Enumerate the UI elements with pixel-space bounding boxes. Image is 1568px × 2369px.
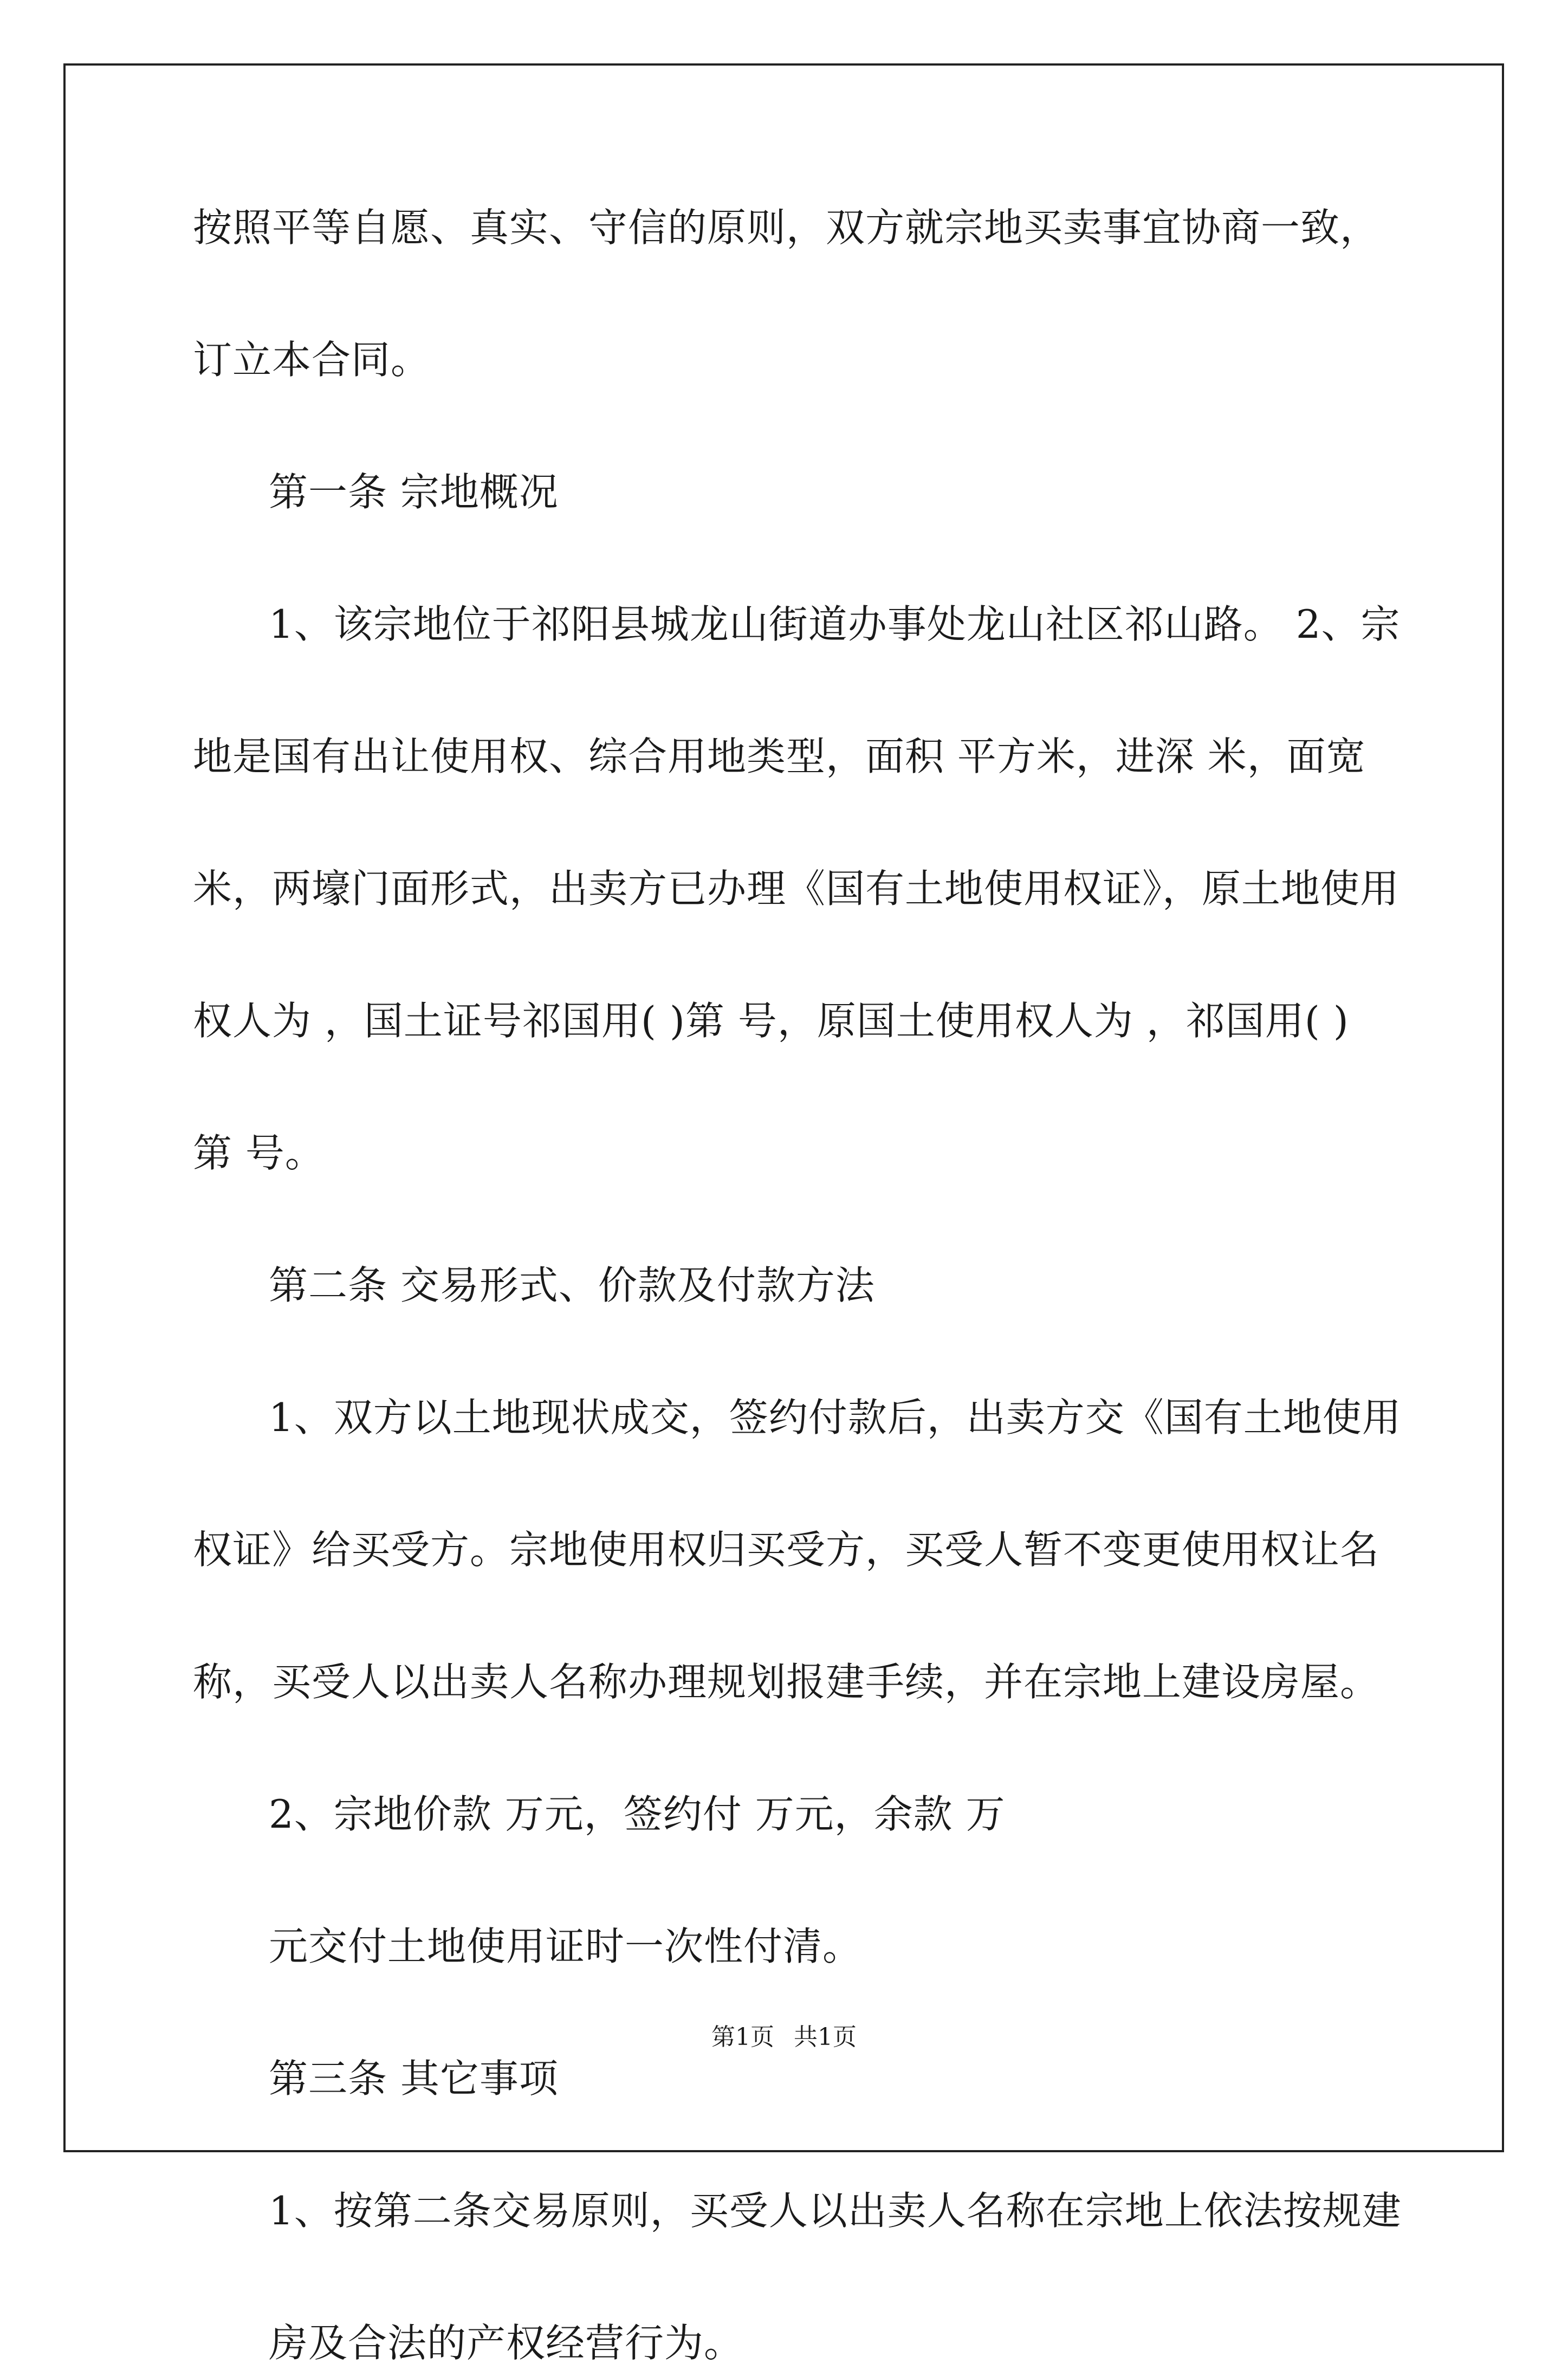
section-heading: 第二条 交易形式、价款及付款方法 xyxy=(269,1263,875,1308)
text-line: 2、宗地价款 万元，签约付 万元，余款 万 xyxy=(269,1791,1006,1837)
text-line: 地是国有出让使用权、综合用地类型，面积 平方米，进深 米，面宽 xyxy=(193,734,1366,779)
text-line: 1、双方以土地现状成交，签约付款后，出卖方交《国有土地使用 xyxy=(269,1395,1402,1440)
section-heading: 第三条 其它事项 xyxy=(269,2056,559,2101)
text-line: 1、按第二条交易原则，买受人以出卖人名称在宗地上依法按规建 xyxy=(269,2188,1402,2234)
text-line: 第 号。 xyxy=(193,1130,325,1176)
page-number: 第1页 xyxy=(711,2023,774,2051)
text-line: 元交付土地使用证时一次性付清。 xyxy=(269,1924,863,1969)
text-line: 房及合法的产权经营行为。 xyxy=(269,2320,744,2366)
section-heading: 第一条 宗地概况 xyxy=(269,469,559,515)
text-line: 1、该宗地位于祁阳县城龙山街道办事处龙山社区祁山路。 2、宗 xyxy=(269,601,1401,647)
page-total: 共1页 xyxy=(794,2023,857,2051)
text-line: 称，买受人以出卖人名称办理规划报建手续，并在宗地上建设房屋。 xyxy=(193,1659,1380,1705)
text-line: 订立本合同。 xyxy=(193,337,431,383)
page-footer xyxy=(0,2021,1568,2054)
text-line: 权证》给买受方。宗地使用权归买受方，买受人暂不变更使用权让名 xyxy=(193,1527,1380,1572)
text-line: 按照平等自愿、真实、守信的原则，双方就宗地买卖事宜协商一致， xyxy=(193,205,1380,250)
text-line: 权人为 ，国土证号祁国用( )第 号，原国土使用权人为 ，祁国用( ) xyxy=(193,998,1349,1044)
text-line: 米，两壕门面形式，出卖方已办理《国有土地使用权证》，原土地使用 xyxy=(193,866,1400,911)
